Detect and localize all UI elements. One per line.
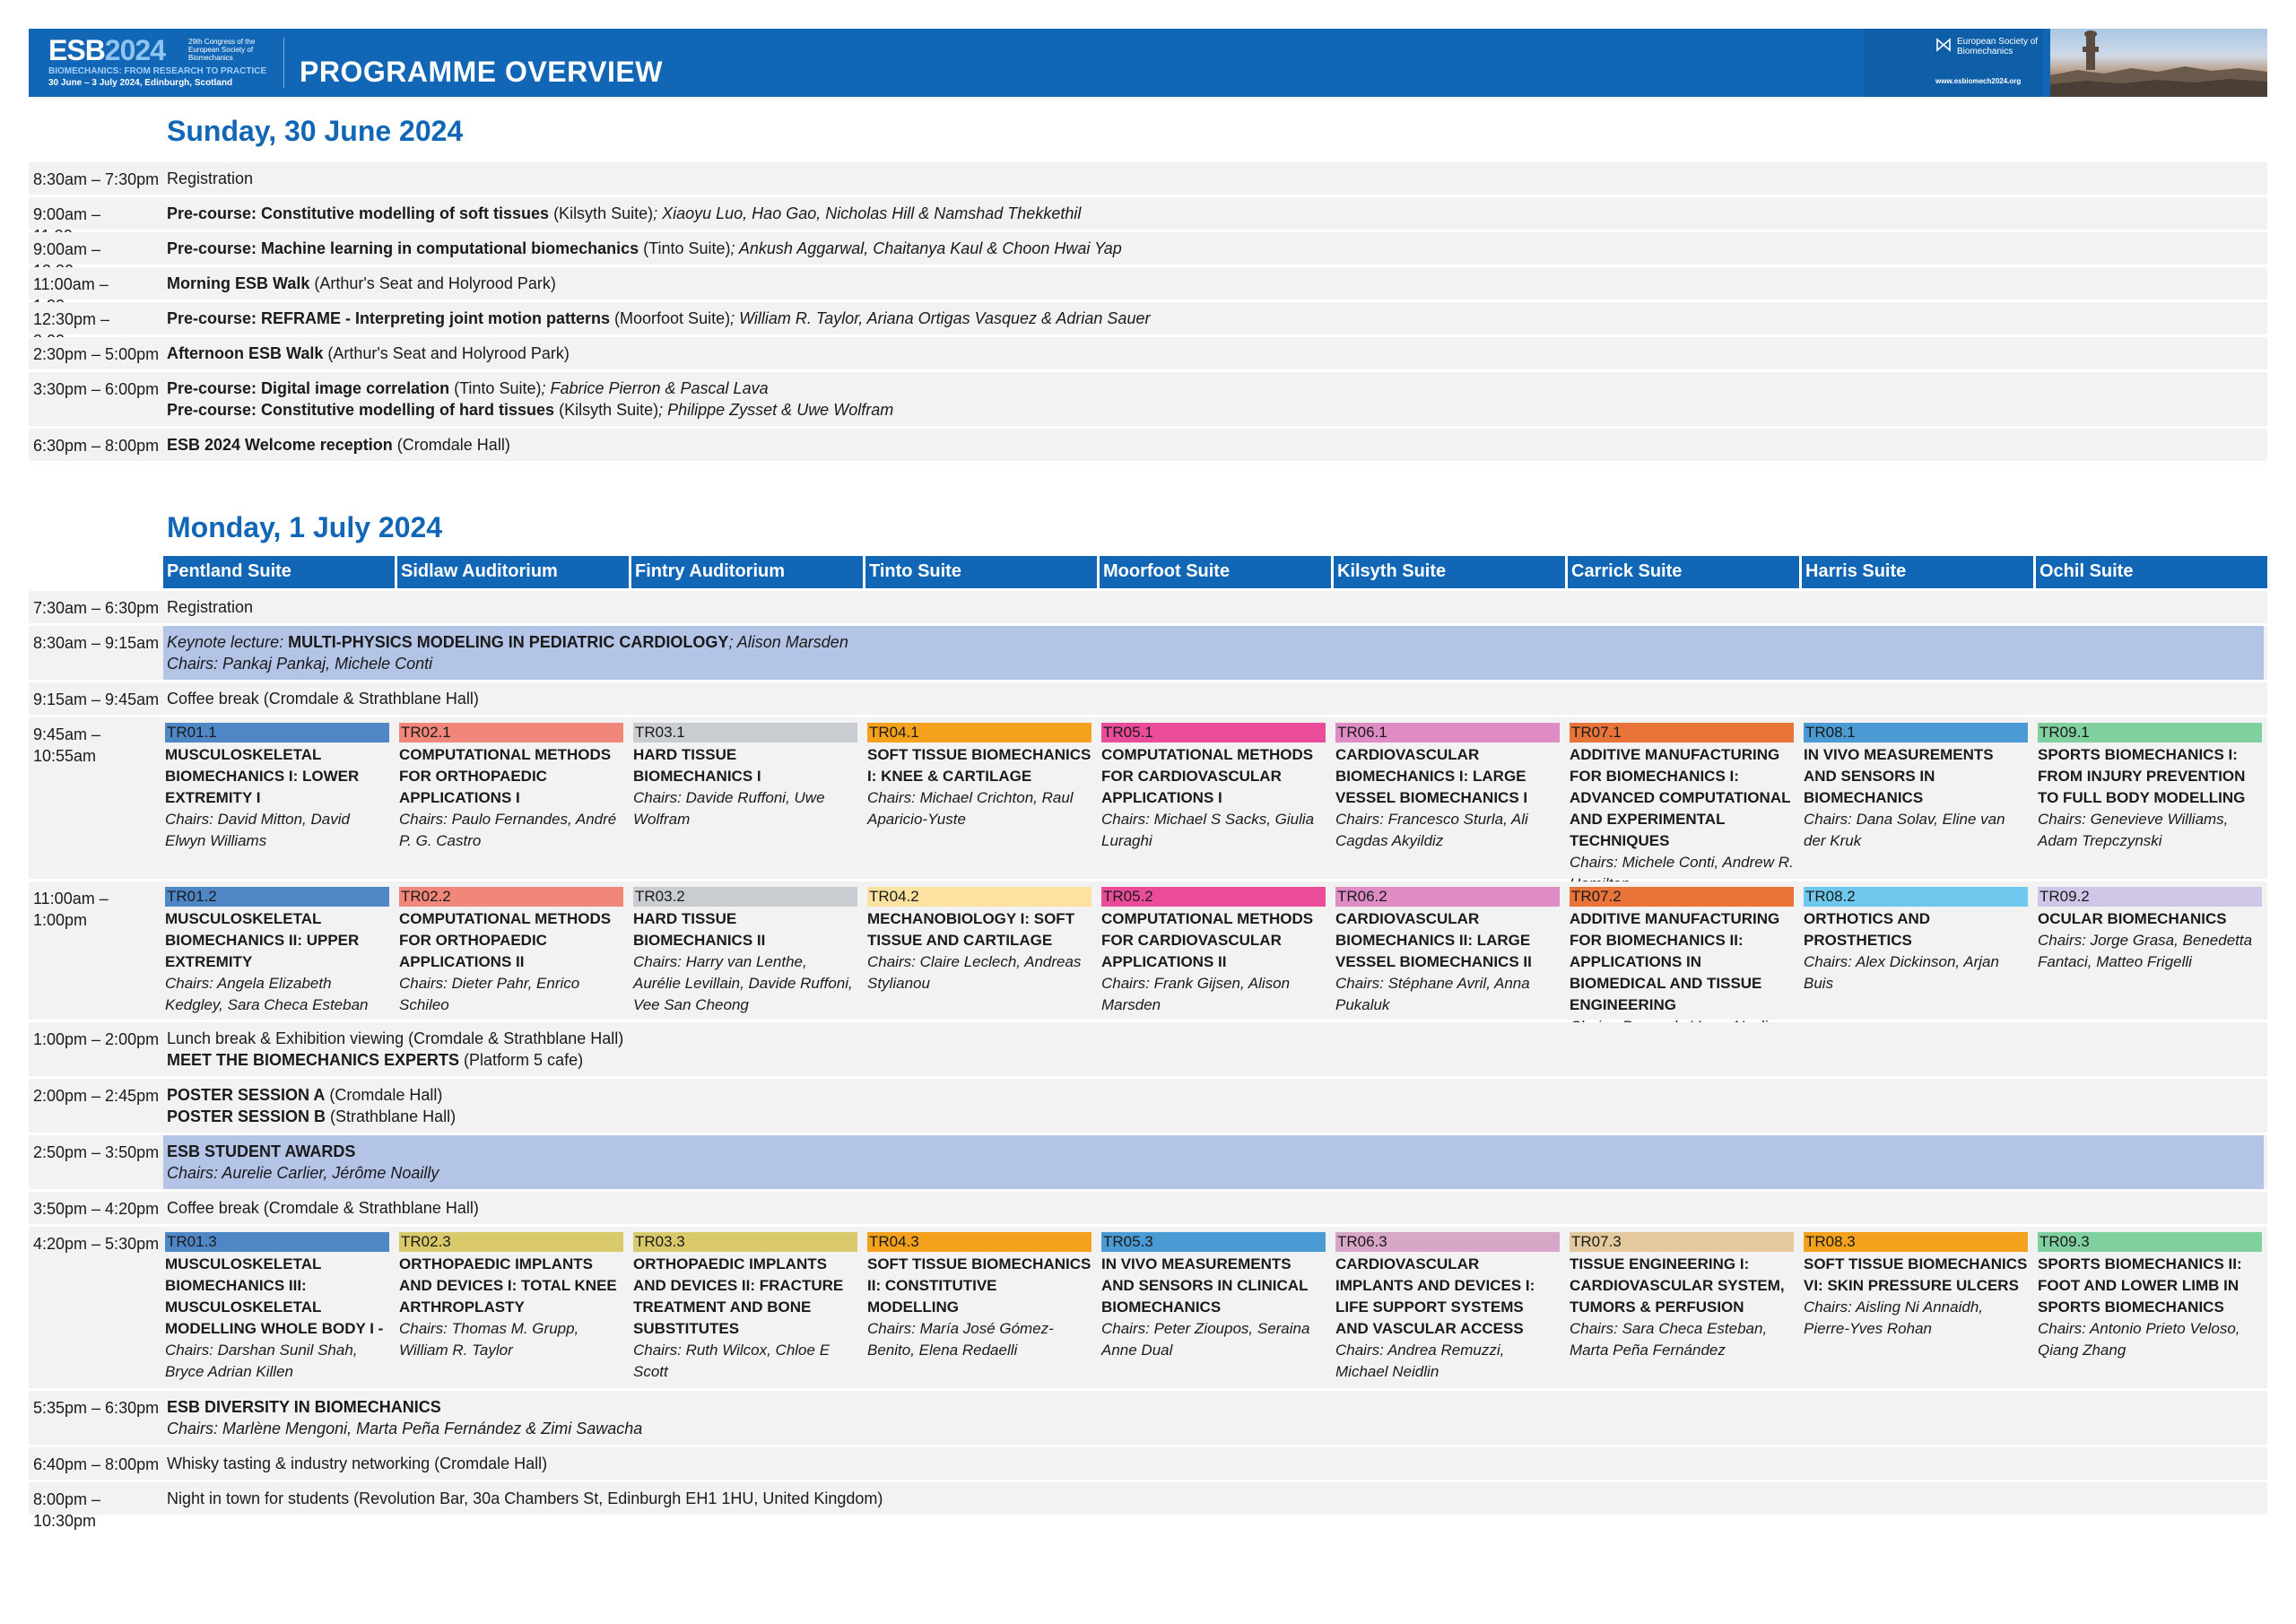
- congress-label: 29th Congress of the European Society of Biomechanics: [188, 38, 256, 62]
- track-code: TR07.2: [1570, 887, 1794, 907]
- monday-heading: Monday, 1 July 2024: [167, 511, 443, 543]
- society-logo-icon: [1935, 37, 1952, 53]
- time-cell: 11:00am – 1:00pm: [33, 890, 109, 929]
- venue-kilsyth: Kilsyth Suite: [1334, 556, 1565, 588]
- event-cell: Registration: [167, 169, 254, 187]
- time-cell: 5:35pm – 6:30pm: [33, 1399, 160, 1417]
- monday-row: [29, 1447, 2267, 1480]
- event-cell: Night in town for students (Revolution Bar, 30a Chambers St, Edinburgh EH1 1HU, United Kingdom): [167, 1489, 883, 1507]
- awards-band: ESB STUDENT AWARDS Chairs: Aurelie Carlier, Jérôme Noailly: [163, 1135, 2264, 1189]
- event-cell: Coffee break (Cromdale & Strathblane Hall): [167, 1199, 479, 1217]
- track-code: TR07.1: [1570, 723, 1794, 743]
- track-code: TR04.2: [867, 887, 1091, 907]
- track-cell: TR02.1 COMPUTATIONAL METHODS FOR ORTHOPAEDIC APPLICATIONS I Chairs: Paulo Fernandes, André P. G. Castro: [399, 723, 623, 852]
- track-cell: TR05.3 IN VIVO MEASUREMENTS AND SENSORS IN CLINICAL BIOMECHANICS Chairs: Peter Zioupos, Seraina Anne Dual: [1101, 1232, 1326, 1361]
- track-cell: TR08.1 IN VIVO MEASUREMENTS AND SENSORS IN BIOMECHANICS Chairs: Dana Solav, Eline van der Kruk: [1804, 723, 2028, 852]
- track-code: TR06.1: [1335, 723, 1560, 743]
- time-cell: 11:00am –: [33, 275, 109, 293]
- track-cell: TR09.2 OCULAR BIOMECHANICS Chairs: Jorge Grasa, Benedetta Fantaci, Matteo Frigelli: [2038, 887, 2262, 973]
- time-cell: 9:00am –: [33, 240, 101, 258]
- track-code: TR06.2: [1335, 887, 1560, 907]
- keynote-band: Keynote lecture: MULTI-PHYSICS MODELING IN PEDIATRIC CARDIOLOGY; Alison Marsden Chairs: Pankaj Pankaj, Michele Conti: [163, 626, 2264, 680]
- monday-row: [29, 1192, 2267, 1224]
- event-cell: Pre-course: REFRAME - Interpreting joint motion patterns (Moorfoot Suite); William R. Taylor, Ariana Ortigas Vasquez & Adrian Sauer: [167, 309, 1151, 327]
- sunday-heading: Sunday, 30 June 2024: [167, 115, 464, 147]
- monday-row: [29, 626, 2267, 680]
- event-cell: Coffee break (Cromdale & Strathblane Hall): [167, 690, 479, 708]
- venue-fintry: Fintry Auditorium: [631, 556, 863, 588]
- track-code: TR05.2: [1101, 887, 1326, 907]
- event-cell: Whisky tasting & industry networking (Cromdale Hall): [167, 1455, 548, 1472]
- venue-moorfoot: Moorfoot Suite: [1100, 556, 1331, 588]
- track-cell: TR04.3 SOFT TISSUE BIOMECHANICS II: CONSTITUTIVE MODELLING Chairs: María José Gómez-Benito, Elena Redaelli: [867, 1233, 1091, 1359]
- time-cell: 2:30pm – 5:00pm: [33, 345, 160, 363]
- monday-row: [29, 1135, 2267, 1189]
- track-cell: TR07.1 ADDITIVE MANUFACTURING FOR BIOMECHANICS I: ADVANCED COMPUTATIONAL AND EXPERIMENTAL TECHNIQUES Chairs: Michele Conti, Andrew R.: [1570, 724, 1794, 871]
- track-cell: TR05.2 COMPUTATIONAL METHODS FOR CARDIOVASCULAR APPLICATIONS II Chairs: Frank Gijsen, Alison Marsden: [1101, 887, 1326, 1016]
- page-title: PROGRAMME OVERVIEW: [300, 56, 663, 88]
- track-cell: TR05.1 COMPUTATIONAL METHODS FOR CARDIOVASCULAR APPLICATIONS I Chairs: Michael S Sacks, Giulia Luraghi: [1101, 723, 1326, 852]
- track-cell: TR02.2 COMPUTATIONAL METHODS FOR ORTHOPAEDIC APPLICATIONS II Chairs: Dieter Pahr, Enrico Schileo: [399, 887, 623, 1016]
- event-cell: Pre-course: Digital image correlation (Tinto Suite); Fabrice Pierron & Pascal Lava Pre-course: Constitutive modelling of hard tissues (Kilsyth Suite); Philippe Zysset & Uwe Wolfram: [167, 379, 894, 419]
- sunday-row: [29, 372, 2267, 426]
- track-code: TR02.1: [399, 723, 623, 743]
- sunday-row: [29, 267, 2267, 300]
- congress-dates: 30 June – 3 July 2024, Edinburgh, Scotland: [48, 78, 233, 88]
- track-block-2: [29, 881, 2267, 1020]
- time-cell: 9:00am –: [33, 205, 101, 223]
- track-code: TR09.3: [2038, 1232, 2262, 1252]
- edinburgh-photo: [2050, 29, 2267, 97]
- venue-carrick: Carrick Suite: [1568, 556, 1799, 588]
- track-block-3: [29, 1227, 2267, 1388]
- track-code: TR05.1: [1101, 723, 1326, 743]
- time-cell: 3:50pm – 4:20pm: [33, 1200, 160, 1218]
- time-cell: 2:00pm – 2:45pm: [33, 1087, 160, 1105]
- track-code: TR07.3: [1570, 1232, 1794, 1252]
- track-cell: TR04.1 SOFT TISSUE BIOMECHANICS I: KNEE & CARTILAGE Chairs: Michael Crichton, Raul Aparicio-Yuste: [867, 724, 1091, 828]
- event-cell: Pre-course: Constitutive modelling of soft tissues (Kilsyth Suite); Xiaoyu Luo, Hao Gao, Nicholas Hill & Namshad Thekkethil: [167, 204, 1082, 222]
- track-cell: TR07.3 TISSUE ENGINEERING I: CARDIOVASCULAR SYSTEM, TUMORS & PERFUSION Chairs: Sara Checa Esteban, Marta Peña Fernández: [1570, 1232, 1794, 1361]
- event-cell: ESB DIVERSITY IN BIOMECHANICS Chairs: Marlène Mengoni, Marta Peña Fernández & Zimi Sawacha: [167, 1398, 643, 1437]
- esb-logo: ESB2024: [48, 34, 165, 66]
- monday-row: [29, 1482, 2267, 1530]
- track-cell: TR04.2 MECHANOBIOLOGY I: SOFT TISSUE AND CARTILAGE Chairs: Claire Leclech, Andreas Stylianou: [867, 887, 1091, 994]
- sunday-row: [29, 232, 2267, 265]
- venue-tinto: Tinto Suite: [865, 556, 1097, 588]
- track-code: TR04.3: [867, 1232, 1091, 1252]
- track-code: TR01.3: [165, 1232, 389, 1252]
- track-cell: TR02.3 ORTHOPAEDIC IMPLANTS AND DEVICES I: TOTAL KNEE ARTHROPLASTY Chairs: Thomas M. Grupp, William R. Taylor: [399, 1232, 623, 1361]
- sunday-row: [29, 162, 2267, 195]
- header-divider: [283, 38, 284, 88]
- track-code: TR01.2: [165, 887, 389, 907]
- time-cell: 1:00pm – 2:00pm: [33, 1030, 160, 1048]
- website-url[interactable]: www.esbiomech2024.org: [1935, 77, 2022, 85]
- track-cell: TR01.3 MUSCULOSKELETAL BIOMECHANICS III: MUSCULOSKELETAL MODELLING WHOLE BODY I - Chairs: Darshan Sunil Shah, Bryce Adrian Killen: [165, 1232, 389, 1383]
- time-cell: 3:30pm – 6:00pm: [33, 380, 160, 398]
- time-cell: 6:30pm – 8:00pm: [33, 437, 160, 455]
- track-code: TR03.1: [633, 723, 857, 743]
- track-code: TR09.2: [2038, 887, 2262, 907]
- track-code: TR08.2: [1804, 887, 2028, 907]
- time-cell: 9:15am – 9:45am: [33, 690, 160, 708]
- event-cell: Pre-course: Machine learning in computational biomechanics (Tinto Suite); Ankush Aggarwal, Chaitanya Kaul & Choon Hwai Yap: [167, 239, 1122, 257]
- tagline: BIOMECHANICS: FROM RESEARCH TO PRACTICE: [48, 66, 267, 76]
- monday-row: [29, 1022, 2267, 1076]
- track-cell: TR06.2 CARDIOVASCULAR BIOMECHANICS II: LARGE VESSEL BIOMECHANICS II Chairs: Stéphane Avril, Anna Pukaluk: [1335, 887, 1560, 1016]
- society-block: [1864, 29, 2043, 97]
- track-block-1: [29, 717, 2267, 879]
- event-cell: POSTER SESSION A (Cromdale Hall) POSTER SESSION B (Strathblane Hall): [167, 1086, 457, 1125]
- monday-row: [29, 682, 2267, 715]
- venue-ochil: Ochil Suite: [2036, 556, 2267, 588]
- track-cell: TR03.2 HARD TISSUE BIOMECHANICS II Chairs: Harry van Lenthe, Aurélie Levillain, Davide Ruffoni, Vee San Cheong: [633, 887, 857, 1016]
- sunday-row: [29, 197, 2267, 230]
- track-code: TR08.3: [1804, 1232, 2028, 1252]
- track-cell: TR09.3 SPORTS BIOMECHANICS II: FOOT AND LOWER LIMB IN SPORTS BIOMECHANICS Chairs: Antonio Prieto Veloso, Qiang Zhang: [2038, 1232, 2262, 1361]
- track-code: TR02.3: [399, 1232, 623, 1252]
- time-cell: 6:40pm – 8:00pm: [33, 1455, 160, 1473]
- track-code: TR06.3: [1335, 1232, 1560, 1252]
- time-cell: 8:30am – 7:30pm: [33, 170, 160, 188]
- header-banner: [29, 29, 2267, 97]
- track-cell: TR03.1 HARD TISSUE BIOMECHANICS I Chairs: Davide Ruffoni, Uwe Wolfram: [633, 723, 857, 830]
- time-cell: 12:30pm –: [33, 310, 110, 328]
- track-cell: TR03.3 ORTHOPAEDIC IMPLANTS AND DEVICES II: FRACTURE TREATMENT AND BONE SUBSTITUTES Chairs: Ruth Wilcox, Chloe E Scott: [633, 1232, 857, 1383]
- venue-pentland: Pentland Suite: [163, 556, 395, 588]
- track-cell: TR08.3 SOFT TISSUE BIOMECHANICS VI: SKIN PRESSURE ULCERS Chairs: Aisling Ni Annaidh, Pierre-Yves Rohan: [1804, 1233, 2028, 1337]
- track-code: TR03.3: [633, 1232, 857, 1252]
- time-cell: 9:45am – 10:55am: [33, 725, 101, 765]
- track-cell: TR01.1 MUSCULOSKELETAL BIOMECHANICS I: LOWER EXTREMITY I Chairs: David Mitton, David Elwyn Williams: [165, 723, 389, 852]
- sunday-row: [29, 302, 2267, 334]
- track-cell: TR06.1 CARDIOVASCULAR BIOMECHANICS I: LARGE VESSEL BIOMECHANICS I Chairs: Francesco Sturla, Ali Cagdas Akyildiz: [1335, 723, 1560, 852]
- time-cell: 8:30am – 9:15am: [33, 634, 160, 652]
- track-code: TR03.2: [633, 887, 857, 907]
- track-cell: TR09.1 SPORTS BIOMECHANICS I: FROM INJURY PREVENTION TO FULL BODY MODELLING Chairs: Genevieve Williams, Adam Trepczynski: [2038, 723, 2262, 852]
- track-cell: TR01.2 MUSCULOSKELETAL BIOMECHANICS II: UPPER EXTREMITY Chairs: Angela Elizabeth Kedgley, Sara Checa Esteban: [165, 887, 389, 1016]
- event-cell: ESB 2024 Welcome reception (Cromdale Hall): [167, 436, 510, 454]
- track-code: TR04.1: [867, 723, 1091, 743]
- sunday-row: [29, 429, 2267, 461]
- event-cell: Morning ESB Walk (Arthur's Seat and Holyrood Park): [167, 274, 556, 292]
- sunday-row: [29, 337, 2267, 369]
- society-name: European Society of Biomechanics: [1957, 37, 2039, 56]
- time-cell: 7:30am – 6:30pm: [33, 599, 160, 617]
- track-code: TR05.3: [1101, 1232, 1326, 1252]
- monday-row: [29, 1079, 2267, 1133]
- event-cell: Afternoon ESB Walk (Arthur's Seat and Holyrood Park): [167, 344, 570, 362]
- event-cell: Lunch break & Exhibition viewing (Cromdale & Strathblane Hall) MEET THE BIOMECHANICS EXPERTS (Platform 5 cafe): [167, 1029, 624, 1069]
- time-cell: 4:20pm – 5:30pm: [33, 1235, 160, 1253]
- track-code: TR09.1: [2038, 723, 2262, 743]
- track-code: TR02.2: [399, 887, 623, 907]
- track-cell: TR08.2 ORTHOTICS AND PROSTHETICS Chairs: Alex Dickinson, Arjan Buis: [1804, 887, 2028, 994]
- time-cell: 8:00pm – 10:30pm: [33, 1490, 101, 1530]
- track-code: TR01.1: [165, 723, 389, 743]
- time-cell: 2:50pm – 3:50pm: [33, 1143, 160, 1161]
- track-cell: TR06.3 CARDIOVASCULAR IMPLANTS AND DEVICES I: LIFE SUPPORT SYSTEMS AND VASCULAR ACCESS Chairs: Andrea Remuzzi, Michael Neidlin: [1335, 1232, 1560, 1383]
- venue-harris: Harris Suite: [1802, 556, 2033, 588]
- event-cell: Registration: [167, 598, 254, 616]
- venue-header-row: [163, 556, 2267, 588]
- monday-row: [29, 1391, 2267, 1445]
- monday-row: [29, 591, 2267, 623]
- venue-sidlaw: Sidlaw Auditorium: [397, 556, 629, 588]
- track-cell: TR07.2 ADDITIVE MANUFACTURING FOR BIOMECHANICS II: APPLICATIONS IN BIOMEDICAL AND TISSUE ENGINEERING: [1570, 887, 1794, 1059]
- track-code: TR08.1: [1804, 723, 2028, 743]
